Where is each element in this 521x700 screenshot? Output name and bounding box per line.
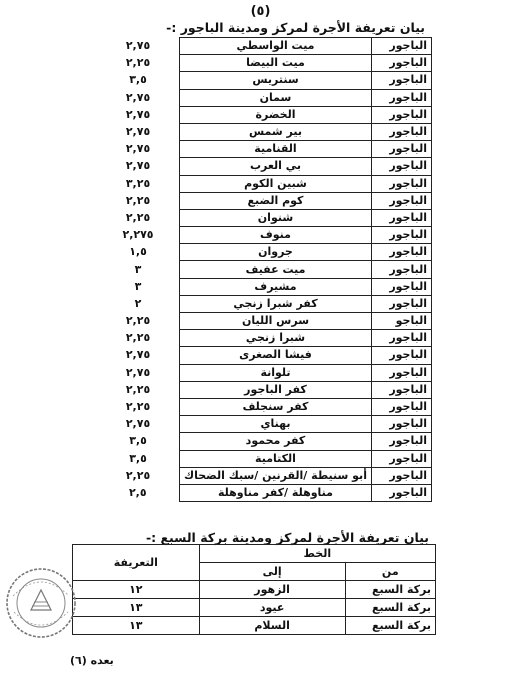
from-cell: الباجو [371, 313, 431, 330]
from-cell: الباجور [371, 244, 431, 261]
from-cell: الباجور [371, 175, 431, 192]
destination-cell: ميت الواسطي [180, 38, 372, 55]
table-row [97, 313, 432, 330]
fare-cell: ٢,٥ [128, 485, 147, 499]
header-fare: التعريفة [73, 545, 200, 581]
header-to: إلى [199, 563, 345, 581]
from-cell: الباجور [371, 347, 431, 364]
table-row [97, 278, 432, 295]
table-row [97, 381, 432, 398]
fare-cell: ١٢ [73, 581, 200, 599]
table-row [97, 347, 432, 364]
fare-cell: ٣,٥ [129, 434, 147, 448]
table-row [97, 484, 432, 501]
table-row [73, 581, 436, 599]
destination-cell: سمان [180, 89, 372, 106]
destination-cell: شبين الكوم [180, 175, 372, 192]
fare-cell: ٢,٢٥ [125, 56, 151, 70]
table-row [97, 55, 432, 72]
table-row [97, 89, 432, 106]
destination-cell: جروان [180, 244, 372, 261]
fare-cell: ٢,٢٥ [125, 210, 151, 224]
fare-cell: ٢,٧٥ [125, 159, 151, 173]
from-cell: الباجور [371, 38, 431, 55]
from-cell: الباجور [371, 89, 431, 106]
from-cell: الباجور [371, 227, 431, 244]
destination-cell: عيود [199, 599, 345, 617]
table-row [73, 617, 436, 635]
destination-cell: ميت عفيف [180, 261, 372, 278]
from-cell: بركة السبع [345, 617, 435, 635]
from-cell: بركة السبع [345, 599, 435, 617]
from-cell: الباجور [371, 433, 431, 450]
destination-cell: السلام [199, 617, 345, 635]
destination-cell: تلوانة [180, 364, 372, 381]
fares-table-bagour-body [97, 38, 432, 502]
fares-table-birket-elsab-body [73, 581, 436, 635]
destination-cell: كفر الباجور [180, 381, 372, 398]
from-cell: الباجور [371, 450, 431, 467]
from-cell: الباجور [371, 55, 431, 72]
fare-cell: ٣,٥ [129, 73, 147, 87]
fare-cell: ٣ [134, 279, 142, 293]
destination-cell: ميت البيضا [180, 55, 372, 72]
fare-cell: ٣ [134, 262, 142, 276]
fare-cell: ٢,٧٥ [125, 107, 151, 121]
from-cell: الباجور [371, 364, 431, 381]
from-cell: الباجور [371, 261, 431, 278]
table-row [97, 398, 432, 415]
from-cell: الباجور [371, 295, 431, 312]
destination-cell: سرس الليان [180, 313, 372, 330]
fare-cell: ٢,٢٥ [125, 382, 151, 396]
fare-cell: ٢,٢٥ [125, 331, 151, 345]
destination-cell: القنامية [180, 141, 372, 158]
table-row [97, 158, 432, 175]
fare-cell: ٢,٢٥ [125, 314, 151, 328]
destination-cell: شنوان [180, 209, 372, 226]
destination-cell: الخضرة [180, 106, 372, 123]
page-number: (٥) [250, 4, 271, 19]
table-row [97, 364, 432, 381]
table-row [97, 467, 432, 484]
destination-cell: منوف [180, 227, 372, 244]
continued-note: بعده (٦) [70, 654, 114, 667]
table-row [97, 330, 432, 347]
fare-cell: ٢,٢٥ [125, 400, 151, 414]
from-cell: الباجور [371, 330, 431, 347]
destination-cell: سنتريس [180, 72, 372, 89]
table-row [97, 227, 432, 244]
from-cell: الباجور [371, 158, 431, 175]
fare-cell: ١٣ [73, 617, 200, 635]
destination-cell: كفر سنجلف [180, 398, 372, 415]
destination-cell: شبرا زنجي [180, 330, 372, 347]
header-line: الخط [199, 545, 435, 563]
fare-cell: ٢,٢٧٥ [122, 228, 154, 242]
fare-cell: ٣,٥ [129, 451, 147, 465]
table-row [97, 209, 432, 226]
table-row [97, 38, 432, 55]
from-cell: الباجور [371, 467, 431, 484]
fare-cell: ٢,٧٥ [125, 417, 151, 431]
from-cell: الباجور [371, 381, 431, 398]
official-seal-stamp [4, 566, 78, 640]
fare-cell: ٢,٧٥ [125, 90, 151, 104]
fares-table-birket-elsab [72, 544, 436, 635]
table-row [97, 450, 432, 467]
fare-cell: ٢,٢٥ [125, 193, 151, 207]
from-cell: الباجور [371, 106, 431, 123]
table-row [97, 416, 432, 433]
destination-cell: مشيرف [180, 278, 372, 295]
table-row [97, 72, 432, 89]
from-cell: الباجور [371, 123, 431, 140]
fare-cell: ٢,٧٥ [125, 348, 151, 362]
fare-cell: ١,٥ [129, 245, 147, 259]
fare-cell: ٢,٧٥ [125, 39, 151, 53]
from-cell: الباجور [371, 398, 431, 415]
destination-cell: الزهور [199, 581, 345, 599]
table-row [73, 599, 436, 617]
table-row [97, 261, 432, 278]
table-row [97, 244, 432, 261]
from-cell: الباجور [371, 141, 431, 158]
table-row [97, 175, 432, 192]
table-row [97, 433, 432, 450]
fare-cell: ٢ [134, 296, 142, 310]
header-from: من [345, 563, 435, 581]
table-row [97, 141, 432, 158]
fare-cell: ٢,٧٥ [125, 365, 151, 379]
table-row [97, 295, 432, 312]
destination-cell: بي العرب [180, 158, 372, 175]
fare-cell: ٢,٧٥ [125, 125, 151, 139]
destination-cell: أبو سنيطة /القرنين /سبك الضحاك [180, 467, 372, 484]
section-title-bagour: بيان تعريفة الأجرة لمركز ومدينة الباجور :- [166, 20, 425, 35]
table-row [97, 123, 432, 140]
destination-cell: كفر محمود [180, 433, 372, 450]
section-title-birket-elsab: بيان تعريفة الأجرة لمركز ومدينة بركة السبع :- [145, 530, 429, 545]
fare-cell: ٢,٢٥ [125, 468, 151, 482]
from-cell: الباجور [371, 209, 431, 226]
table-header-row [73, 545, 436, 563]
fare-cell: ٢,٧٥ [125, 142, 151, 156]
table-row [97, 192, 432, 209]
from-cell: الباجور [371, 278, 431, 295]
table-row [97, 106, 432, 123]
destination-cell: بير شمس [180, 123, 372, 140]
destination-cell: مناوهلة /كفر مناوهلة [180, 484, 372, 501]
from-cell: الباجور [371, 484, 431, 501]
destination-cell: كوم الضبع [180, 192, 372, 209]
fare-cell: ٣,٢٥ [125, 176, 151, 190]
fares-table-bagour [96, 37, 432, 502]
destination-cell: فيشا الصغرى [180, 347, 372, 364]
destination-cell: الكتامية [180, 450, 372, 467]
destination-cell: بهناي [180, 416, 372, 433]
destination-cell: كفر شبرا زنجي [180, 295, 372, 312]
from-cell: الباجور [371, 416, 431, 433]
fare-cell: ١٣ [73, 599, 200, 617]
from-cell: بركة السبع [345, 581, 435, 599]
from-cell: الباجور [371, 192, 431, 209]
from-cell: الباجور [371, 72, 431, 89]
